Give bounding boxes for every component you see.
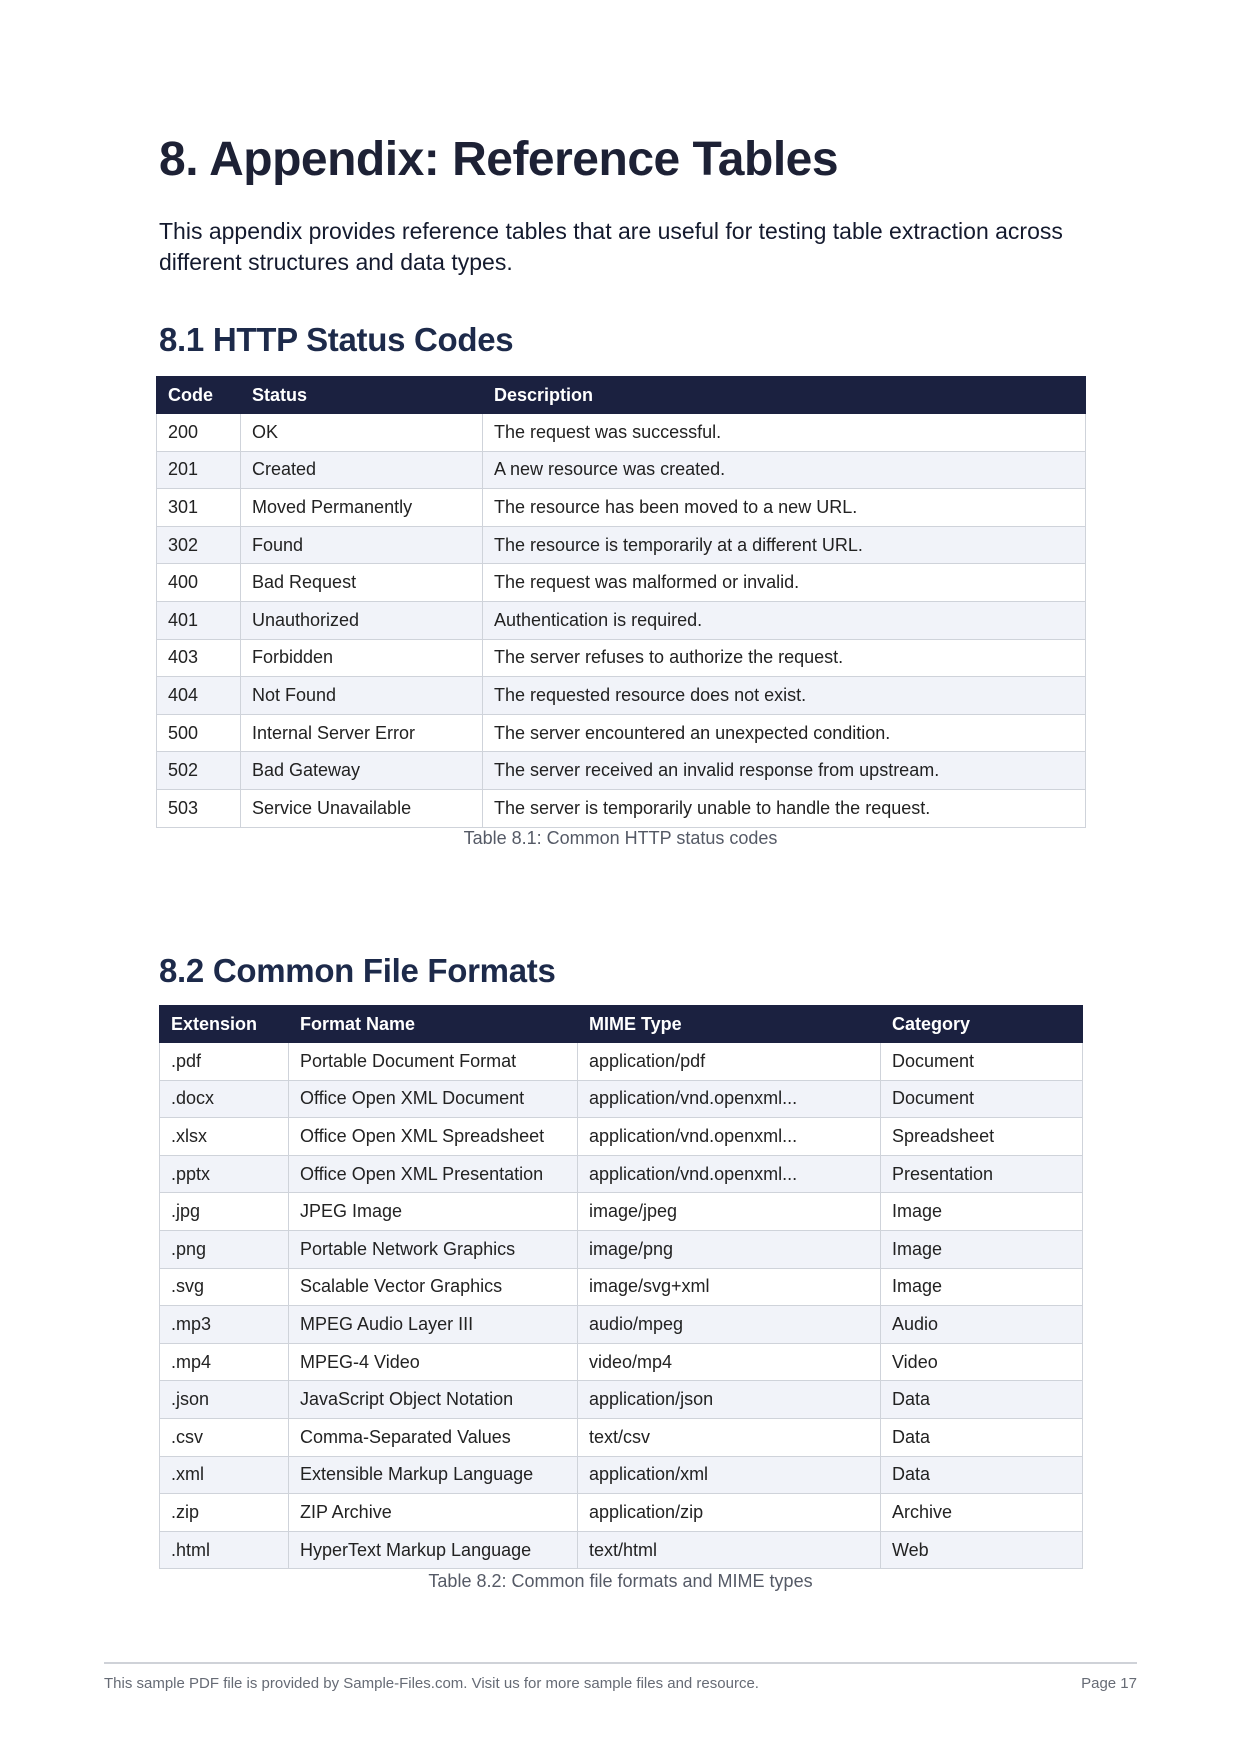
table-cell: .docx bbox=[160, 1080, 289, 1118]
table-cell: The server refuses to authorize the request. bbox=[483, 639, 1086, 677]
table-cell: .svg bbox=[160, 1268, 289, 1306]
table-row bbox=[160, 1080, 1083, 1118]
table-cell: JPEG Image bbox=[289, 1193, 578, 1231]
table-row bbox=[160, 1531, 1083, 1569]
table-cell: image/svg+xml bbox=[578, 1268, 881, 1306]
table-row bbox=[157, 489, 1086, 527]
table-cell: .jpg bbox=[160, 1193, 289, 1231]
table-row bbox=[157, 677, 1086, 715]
table-cell: application/vnd.openxml... bbox=[578, 1118, 881, 1156]
table-cell: Spreadsheet bbox=[881, 1118, 1083, 1156]
table-header-row bbox=[157, 377, 1086, 414]
table-cell: .zip bbox=[160, 1494, 289, 1532]
page-number: Page 17 bbox=[1081, 1675, 1137, 1692]
table-cell: The server is temporarily unable to handle the request. bbox=[483, 789, 1086, 827]
table-cell: .mp4 bbox=[160, 1343, 289, 1381]
table-cell: 500 bbox=[157, 714, 241, 752]
table-cell: MPEG Audio Layer III bbox=[289, 1306, 578, 1344]
table-cell: 302 bbox=[157, 526, 241, 564]
table-cell: .png bbox=[160, 1230, 289, 1268]
table-cell: Portable Document Format bbox=[289, 1043, 578, 1081]
table-cell: 301 bbox=[157, 489, 241, 527]
column-header: Extension bbox=[160, 1006, 289, 1043]
table-row bbox=[157, 714, 1086, 752]
footer-note: This sample PDF file is provided by Sample-Files.com. Visit us for more sample files and resource. bbox=[104, 1675, 759, 1692]
column-header: Description bbox=[483, 377, 1086, 414]
table-cell: Scalable Vector Graphics bbox=[289, 1268, 578, 1306]
table-cell: JavaScript Object Notation bbox=[289, 1381, 578, 1419]
table-cell: The server received an invalid response from upstream. bbox=[483, 752, 1086, 790]
table-cell: Extensible Markup Language bbox=[289, 1456, 578, 1494]
table-cell: .xml bbox=[160, 1456, 289, 1494]
table-cell: Office Open XML Presentation bbox=[289, 1155, 578, 1193]
table-cell: application/vnd.openxml... bbox=[578, 1080, 881, 1118]
table-cell: application/xml bbox=[578, 1456, 881, 1494]
table-cell: HyperText Markup Language bbox=[289, 1531, 578, 1569]
table-cell: 502 bbox=[157, 752, 241, 790]
table-row bbox=[160, 1343, 1083, 1381]
table-cell: Not Found bbox=[241, 677, 483, 715]
table-cell: Web bbox=[881, 1531, 1083, 1569]
table-cell: Archive bbox=[881, 1494, 1083, 1532]
table-cell: 200 bbox=[157, 414, 241, 452]
table-row bbox=[160, 1043, 1083, 1081]
table-cell: Image bbox=[881, 1230, 1083, 1268]
table-cell: The resource is temporarily at a different URL. bbox=[483, 526, 1086, 564]
table-row bbox=[157, 526, 1086, 564]
table-row bbox=[157, 601, 1086, 639]
table-cell: Office Open XML Document bbox=[289, 1080, 578, 1118]
table-row bbox=[160, 1155, 1083, 1193]
file-formats-table-body bbox=[160, 1043, 1083, 1569]
table-cell: Office Open XML Spreadsheet bbox=[289, 1118, 578, 1156]
footer-divider bbox=[104, 1662, 1137, 1664]
table-cell: audio/mpeg bbox=[578, 1306, 881, 1344]
table-cell: A new resource was created. bbox=[483, 451, 1086, 489]
table-cell: .xlsx bbox=[160, 1118, 289, 1156]
table-cell: 400 bbox=[157, 564, 241, 602]
table-cell: Bad Request bbox=[241, 564, 483, 602]
table-cell: The resource has been moved to a new URL. bbox=[483, 489, 1086, 527]
table-cell: Internal Server Error bbox=[241, 714, 483, 752]
table-cell: .pptx bbox=[160, 1155, 289, 1193]
table-cell: Data bbox=[881, 1381, 1083, 1419]
table-cell: Image bbox=[881, 1193, 1083, 1231]
table-cell: 403 bbox=[157, 639, 241, 677]
table-cell: Document bbox=[881, 1043, 1083, 1081]
table-row bbox=[160, 1494, 1083, 1532]
intro-paragraph: This appendix provides reference tables that are useful for testing table extraction across different structures and data types. bbox=[159, 218, 1063, 275]
table-header-row bbox=[160, 1006, 1083, 1043]
table-cell: Service Unavailable bbox=[241, 789, 483, 827]
table-cell: .csv bbox=[160, 1418, 289, 1456]
table-cell: image/png bbox=[578, 1230, 881, 1268]
table-row bbox=[157, 639, 1086, 677]
table-row bbox=[157, 789, 1086, 827]
table-row bbox=[160, 1456, 1083, 1494]
section-heading-file-formats: 8.2 Common File Formats bbox=[159, 952, 556, 989]
table-cell: Image bbox=[881, 1268, 1083, 1306]
table-cell: .mp3 bbox=[160, 1306, 289, 1344]
table-cell: application/zip bbox=[578, 1494, 881, 1532]
table-row bbox=[160, 1230, 1083, 1268]
table-row bbox=[160, 1118, 1083, 1156]
table-cell: .json bbox=[160, 1381, 289, 1419]
table-caption-http: Table 8.1: Common HTTP status codes bbox=[463, 828, 778, 848]
table-cell: text/csv bbox=[578, 1418, 881, 1456]
table-cell: .pdf bbox=[160, 1043, 289, 1081]
table-cell: Presentation bbox=[881, 1155, 1083, 1193]
table-cell: The request was successful. bbox=[483, 414, 1086, 452]
table-cell: The request was malformed or invalid. bbox=[483, 564, 1086, 602]
table-cell: Audio bbox=[881, 1306, 1083, 1344]
http-table-body bbox=[157, 414, 1086, 828]
table-cell: ZIP Archive bbox=[289, 1494, 578, 1532]
column-header: MIME Type bbox=[578, 1006, 881, 1043]
table-row bbox=[160, 1381, 1083, 1419]
table-row bbox=[157, 752, 1086, 790]
column-header: Code bbox=[157, 377, 241, 414]
column-header: Format Name bbox=[289, 1006, 578, 1043]
file-formats-table bbox=[159, 1005, 1083, 1569]
table-cell: text/html bbox=[578, 1531, 881, 1569]
table-row bbox=[160, 1418, 1083, 1456]
table-cell: Found bbox=[241, 526, 483, 564]
table-row bbox=[160, 1306, 1083, 1344]
table-cell: application/pdf bbox=[578, 1043, 881, 1081]
table-cell: video/mp4 bbox=[578, 1343, 881, 1381]
table-row bbox=[157, 414, 1086, 452]
table-cell: application/json bbox=[578, 1381, 881, 1419]
table-cell: 503 bbox=[157, 789, 241, 827]
table-cell: application/vnd.openxml... bbox=[578, 1155, 881, 1193]
table-cell: Comma-Separated Values bbox=[289, 1418, 578, 1456]
column-header: Status bbox=[241, 377, 483, 414]
table-cell: Authentication is required. bbox=[483, 601, 1086, 639]
table-cell: Unauthorized bbox=[241, 601, 483, 639]
table-row bbox=[160, 1268, 1083, 1306]
table-cell: The server encountered an unexpected condition. bbox=[483, 714, 1086, 752]
column-header: Category bbox=[881, 1006, 1083, 1043]
table-cell: Bad Gateway bbox=[241, 752, 483, 790]
table-cell: .html bbox=[160, 1531, 289, 1569]
table-cell: Data bbox=[881, 1418, 1083, 1456]
table-cell: Moved Permanently bbox=[241, 489, 483, 527]
page-title: 8. Appendix: Reference Tables bbox=[159, 133, 839, 186]
table-cell: Created bbox=[241, 451, 483, 489]
table-cell: Forbidden bbox=[241, 639, 483, 677]
table-cell: 404 bbox=[157, 677, 241, 715]
table-cell: 401 bbox=[157, 601, 241, 639]
table-caption-files: Table 8.2: Common file formats and MIME types bbox=[428, 1571, 813, 1591]
table-cell: OK bbox=[241, 414, 483, 452]
table-cell: Video bbox=[881, 1343, 1083, 1381]
table-cell: image/jpeg bbox=[578, 1193, 881, 1231]
table-cell: The requested resource does not exist. bbox=[483, 677, 1086, 715]
table-cell: Document bbox=[881, 1080, 1083, 1118]
table-cell: Data bbox=[881, 1456, 1083, 1494]
table-cell: MPEG-4 Video bbox=[289, 1343, 578, 1381]
table-cell: 201 bbox=[157, 451, 241, 489]
table-row bbox=[157, 451, 1086, 489]
section-heading-http-status-codes: 8.1 HTTP Status Codes bbox=[159, 321, 514, 358]
http-status-table bbox=[156, 376, 1086, 828]
table-row bbox=[160, 1193, 1083, 1231]
table-row bbox=[157, 564, 1086, 602]
table-cell: Portable Network Graphics bbox=[289, 1230, 578, 1268]
